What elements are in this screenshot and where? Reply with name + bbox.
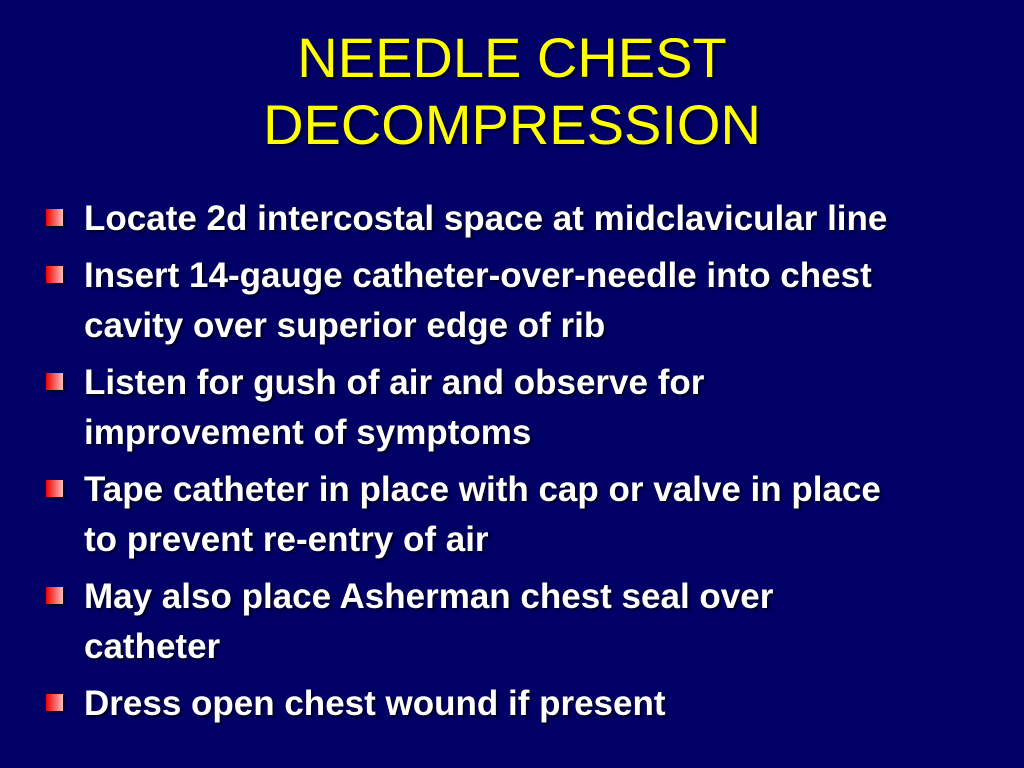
square-bullet-icon — [46, 373, 63, 390]
list-item — [46, 358, 1016, 458]
title-line: DECOMPRESSION — [263, 93, 761, 156]
bullet-text: Listen for gush of air and observe for — [84, 363, 705, 402]
bullet-list — [46, 194, 1016, 736]
bullet-text: Insert 14-gauge catheter-over-needle into chest — [84, 256, 872, 295]
bullet-text: Tape catheter in place with cap or valve in place — [84, 470, 881, 509]
bullet-text: cavity over superior edge of rib — [84, 306, 606, 345]
list-item — [46, 194, 1016, 244]
slide-title — [0, 24, 1024, 158]
square-bullet-icon — [46, 587, 63, 604]
square-bullet-icon — [46, 266, 63, 283]
title-line: NEEDLE CHEST — [297, 26, 727, 89]
square-bullet-icon — [46, 694, 63, 711]
list-item — [46, 572, 1016, 672]
bullet-text: May also place Asherman chest seal over — [84, 577, 774, 616]
square-bullet-icon — [46, 209, 63, 226]
bullet-text: catheter — [84, 627, 221, 666]
list-item — [46, 465, 1016, 565]
bullet-text: Locate 2d intercostal space at midclavicular line — [84, 199, 888, 238]
bullet-text: Dress open chest wound if present — [84, 684, 666, 723]
list-item — [46, 679, 1016, 729]
list-item — [46, 251, 1016, 351]
square-bullet-icon — [46, 480, 63, 497]
bullet-text: to prevent re-entry of air — [84, 520, 489, 559]
bullet-text: improvement of symptoms — [84, 413, 532, 452]
